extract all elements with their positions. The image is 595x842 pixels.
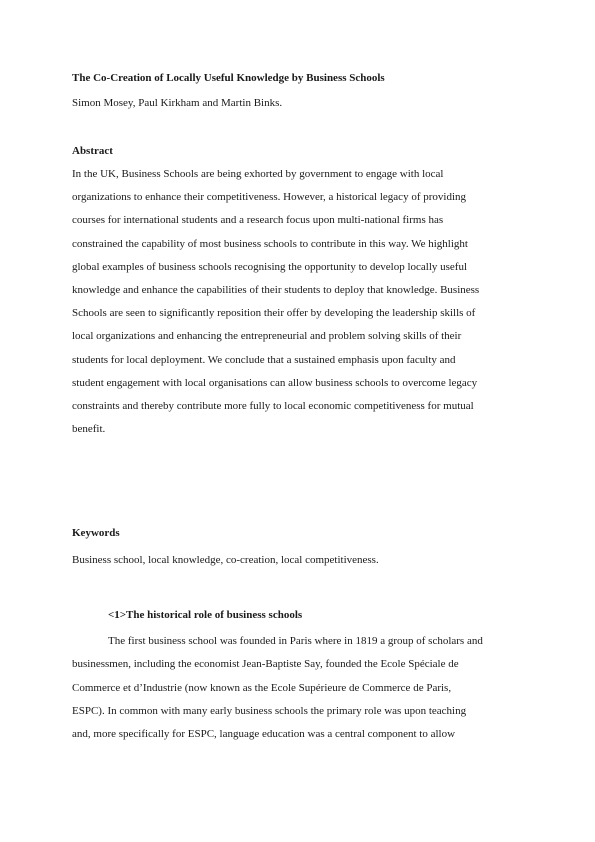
section-heading: <1>The historical role of business schools bbox=[108, 609, 303, 621]
section-body bbox=[72, 630, 524, 746]
abstract-line: students for local deployment. We conclude that a sustained emphasis upon faculty and bbox=[72, 353, 456, 366]
abstract-line: benefit. bbox=[72, 423, 106, 436]
abstract-line: Schools are seen to significantly reposition their offer by developing the leadership skills of bbox=[72, 307, 476, 320]
section-line: and, more specifically for ESPC, language education was a central component to allow bbox=[72, 728, 456, 741]
abstract-line: global examples of business schools recognising the opportunity to develop locally useful bbox=[72, 260, 468, 273]
abstract-line: constraints and thereby contribute more fully to local economic competitiveness for mutual bbox=[72, 400, 474, 413]
abstract-heading: Abstract bbox=[72, 145, 113, 157]
section-line: businessmen, including the economist Jean-Baptiste Say, founded the Ecole Spéciale de bbox=[72, 658, 459, 671]
section-line: Commerce et d’Industrie (now known as the Ecole Supérieure de Commerce de Paris, bbox=[72, 681, 452, 694]
abstract-body bbox=[72, 163, 524, 441]
abstract-line: In the UK, Business Schools are being exhorted by government to engage with local bbox=[72, 168, 444, 180]
paper-title: The Co-Creation of Locally Useful Knowledge by Business Schools bbox=[72, 72, 385, 84]
abstract-line: organizations to enhance their competitiveness. However, a historical legacy of providing bbox=[72, 191, 467, 204]
abstract-line: knowledge and enhance the capabilities of their students to deploy that knowledge. Business bbox=[72, 284, 480, 297]
keywords-text: Business school, local knowledge, co-creation, local competitiveness. bbox=[72, 554, 379, 566]
paper-authors: Simon Mosey, Paul Kirkham and Martin Binks. bbox=[72, 97, 283, 109]
section-line: The first business school was founded in Paris where in 1819 a group of scholars and bbox=[108, 635, 483, 647]
abstract-line: local organizations and enhancing the entrepreneurial and problem solving skills of their bbox=[72, 330, 462, 343]
keywords-heading: Keywords bbox=[72, 527, 120, 539]
section-line: ESPC). In common with many early business schools the primary role was upon teaching bbox=[72, 704, 467, 717]
abstract-line: student engagement with local organisations can allow business schools to overcome legacy bbox=[72, 376, 478, 389]
abstract-line: courses for international students and a research focus upon multi-national firms has bbox=[72, 214, 444, 227]
abstract-line: constrained the capability of most business schools to contribute in this way. We highlight bbox=[72, 237, 468, 250]
